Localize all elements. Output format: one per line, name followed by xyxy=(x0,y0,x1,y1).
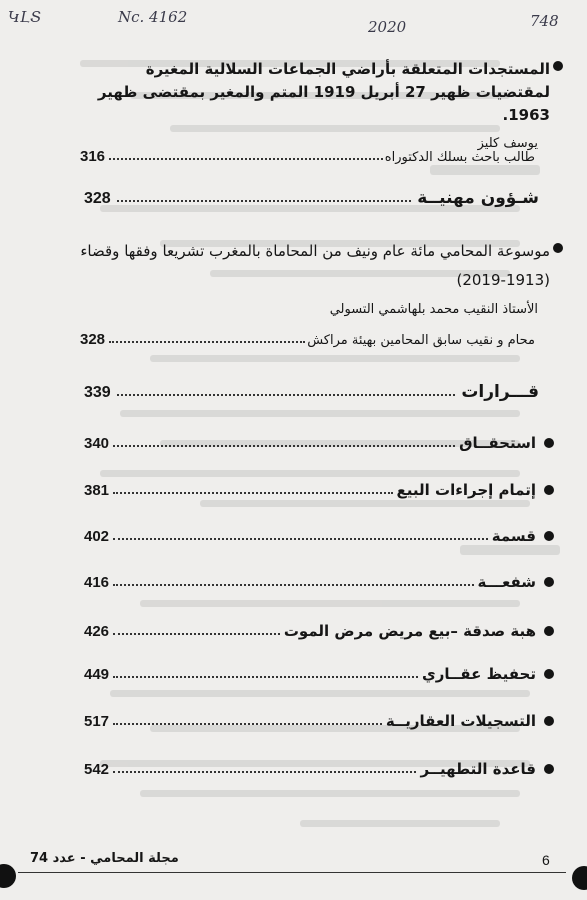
dot-leader xyxy=(109,340,305,343)
toc-item xyxy=(84,573,554,591)
handwritten-reference: Nc. 4162 xyxy=(118,8,188,26)
entry-author-role: طالب باحث بسلك الدكتوراه xyxy=(384,150,535,165)
bullet-icon xyxy=(553,243,563,253)
dot-leader xyxy=(113,492,392,494)
footer-page-number: 6 xyxy=(542,852,550,868)
toc-item xyxy=(84,712,554,730)
entry-author: الأستاذ النقيب محمد بلهاشمي التسولي xyxy=(329,302,538,317)
toc-item xyxy=(84,622,554,640)
toc-item xyxy=(84,665,554,683)
punch-hole xyxy=(0,864,16,888)
page-number: 328 xyxy=(80,331,106,348)
dot-leader xyxy=(113,723,382,725)
dot-leader xyxy=(113,584,473,586)
item-title: استحقــاق xyxy=(459,434,536,452)
toc-entry-1-page-line xyxy=(80,148,535,165)
bullet-icon xyxy=(544,438,554,448)
toc-item xyxy=(84,481,554,499)
page-number: 381 xyxy=(84,482,110,499)
toc-section-professional-affairs xyxy=(84,188,539,208)
punch-hole xyxy=(572,866,587,890)
dot-leader xyxy=(109,157,383,160)
toc-item xyxy=(84,527,554,545)
item-title: قاعدة التطهيــر xyxy=(420,760,536,778)
page-number: 449 xyxy=(84,666,110,683)
item-title: قسمة xyxy=(491,527,536,545)
toc-item xyxy=(84,434,554,452)
footer-journal-title: مجلة المحامي - عدد 74 xyxy=(30,851,179,866)
dot-leader xyxy=(113,676,418,678)
handwritten-mark-left: ԿԼՏ xyxy=(8,8,42,26)
section-title: قـــرارات xyxy=(461,382,539,402)
handwritten-mark-right: 748 xyxy=(530,12,559,30)
page-number: 328 xyxy=(84,190,111,207)
item-title: شفعـــة xyxy=(477,573,536,591)
bullet-icon xyxy=(544,716,554,726)
dot-leader xyxy=(113,445,455,447)
bullet-icon xyxy=(544,764,554,774)
footer-rule xyxy=(18,872,566,873)
bullet-icon xyxy=(544,485,554,495)
item-title: التسجيلات العقاريــة xyxy=(385,712,536,730)
section-title: شـؤون مهنيــة xyxy=(417,188,539,208)
entry-title: المستجدات المتعلقة بأراضي الجماعات السلالية المغيرة لمقتضيات ظهير 27 أبريل 1919 المتم والمغير بمقتضى ظهير 1963. xyxy=(97,60,550,124)
bullet-icon xyxy=(544,577,554,587)
item-title: هبة صدقة –بيع مريض مرض الموت xyxy=(283,622,536,640)
bullet-icon xyxy=(544,531,554,541)
page-number: 542 xyxy=(84,761,110,778)
page-number: 316 xyxy=(80,148,106,165)
bullet-icon xyxy=(544,626,554,636)
page-number: 339 xyxy=(84,384,111,401)
page-number: 402 xyxy=(84,528,110,545)
bullet-icon xyxy=(553,61,563,71)
item-title: تحفيظ عقــاري xyxy=(422,665,536,683)
handwritten-year: 2020 xyxy=(368,18,407,36)
toc-section-decisions xyxy=(84,382,539,402)
toc-entry-1 xyxy=(80,58,550,153)
dot-leader xyxy=(113,771,416,773)
dot-leader xyxy=(113,538,488,540)
page-number: 426 xyxy=(84,623,110,640)
page-number: 416 xyxy=(84,574,110,591)
entry-author-role: محام و نقيب سابق المحامين بهيئة مراكش xyxy=(307,333,535,348)
bullet-icon xyxy=(544,669,554,679)
dot-leader xyxy=(117,394,456,396)
toc-entry-2-page-line xyxy=(80,331,535,348)
toc-entry-2 xyxy=(80,237,550,319)
page-number: 340 xyxy=(84,435,110,452)
entry-title: موسوعة المحامي مائة عام ونيف من المحاماة بالمغرب تشريعا وفقها وقضاء (1913-2019) xyxy=(80,242,550,289)
dot-leader xyxy=(113,633,280,635)
dot-leader xyxy=(117,200,412,202)
page-number: 517 xyxy=(84,713,110,730)
item-title: إتمام إجراءات البيع xyxy=(396,481,536,499)
entry-author: يوسف كليز xyxy=(477,136,538,151)
toc-item xyxy=(84,760,554,778)
